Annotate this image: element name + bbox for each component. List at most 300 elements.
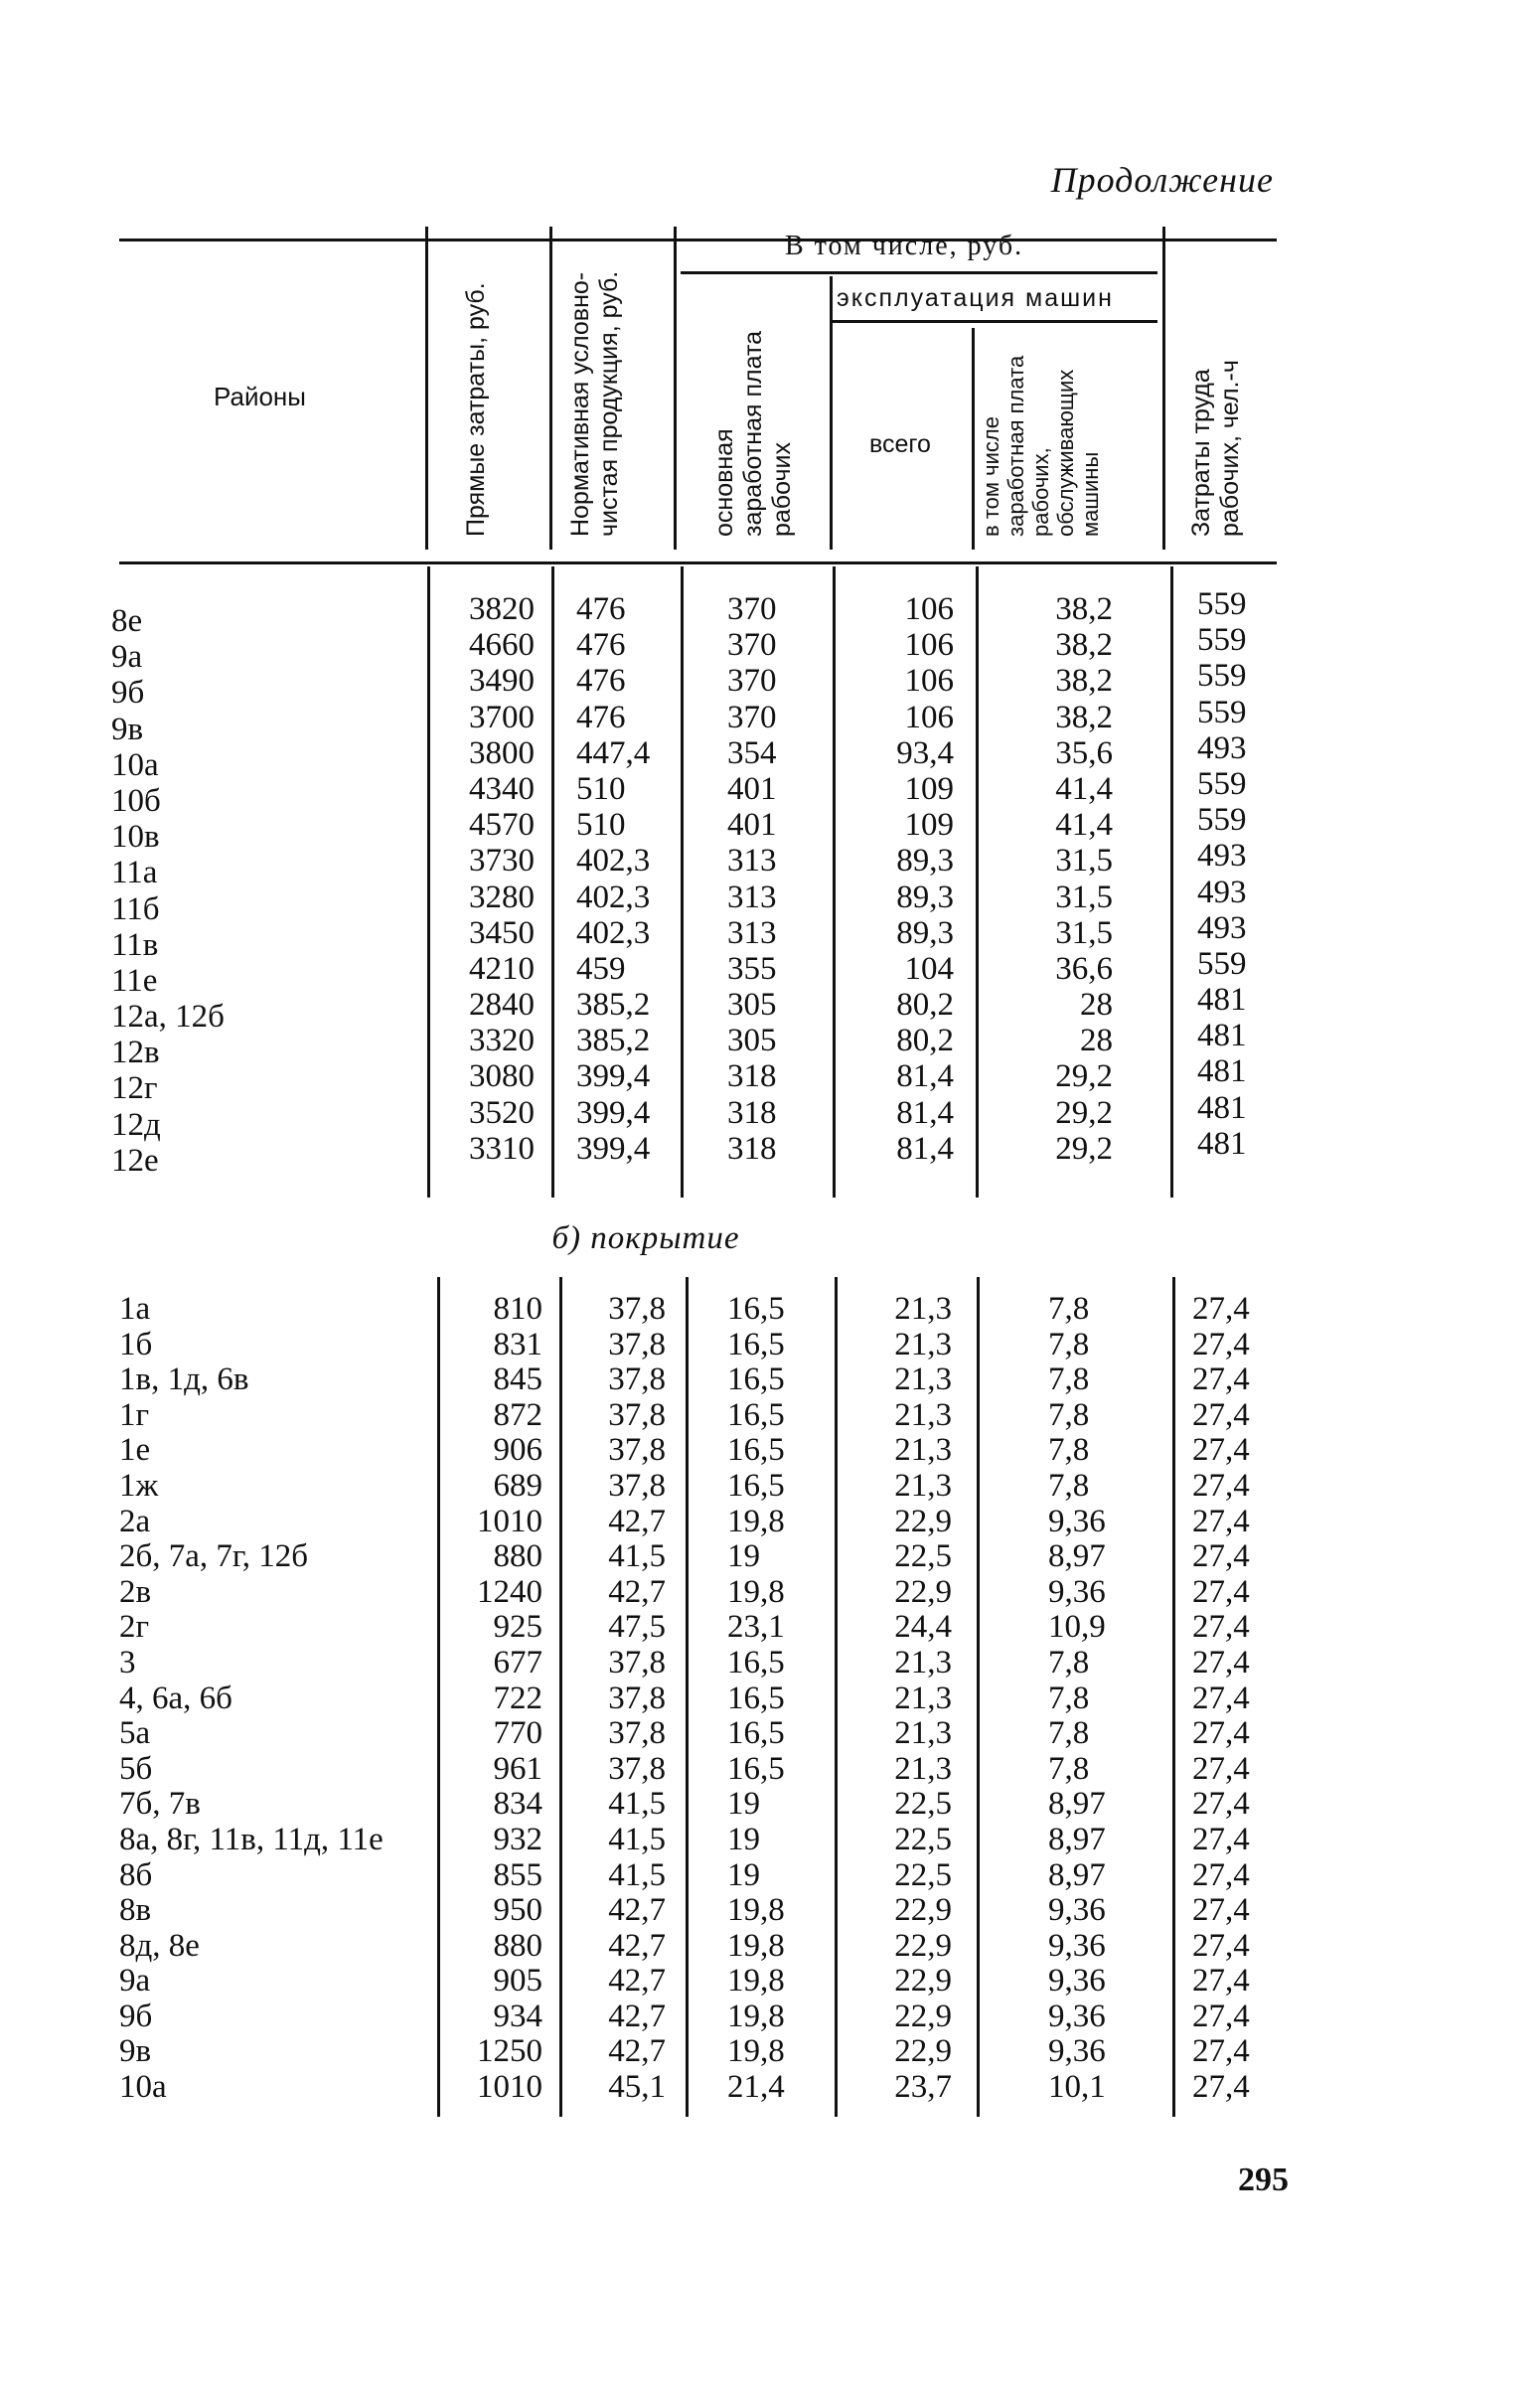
normative-cell: 42,7 — [608, 2033, 666, 2070]
labor-cell: 493 — [1197, 874, 1247, 910]
direct-cost-cell: 880 — [493, 1927, 542, 1964]
labor-cell: 27,4 — [1192, 1892, 1250, 1929]
direct-cost-cell: 4570 — [469, 807, 535, 844]
machines-total-cell: 109 — [904, 807, 954, 844]
normative-cell: 402,3 — [576, 879, 651, 915]
base-wages-cell: 19,8 — [727, 2033, 785, 2070]
section-a-vline-4 — [833, 566, 836, 1198]
district-cell: 8б — [119, 1856, 153, 1893]
base-wages-cell: 16,5 — [727, 1467, 785, 1504]
machines-total-cell: 80,2 — [896, 987, 954, 1024]
direct-cost-cell: 3800 — [469, 734, 535, 771]
machines-wages-cell: 41,4 — [1055, 807, 1113, 844]
direct-cost-cell: 689 — [493, 1467, 542, 1504]
labor-cell: 27,4 — [1192, 1609, 1250, 1646]
machines-total-cell: 21,3 — [894, 1326, 952, 1362]
machines-total-cell: 22,9 — [894, 2033, 952, 2070]
section-b-vline-4 — [835, 1277, 838, 2117]
district-cell: 2г — [119, 1609, 150, 1646]
district-cell: 1е — [119, 1432, 151, 1469]
machines-total-cell: 22,9 — [894, 1927, 952, 1964]
section-a-direct-costs-column — [437, 591, 535, 1167]
base-wages-cell: 16,5 — [727, 1750, 785, 1787]
district-cell: 12е — [111, 1142, 159, 1179]
base-wages-cell: 19,8 — [727, 1998, 785, 2034]
base-wages-cell: 318 — [727, 1094, 777, 1131]
section-a-machines-total-column — [845, 591, 954, 1167]
base-wages-cell: 21,4 — [727, 2069, 785, 2106]
direct-cost-cell: 3320 — [469, 1023, 535, 1059]
labor-cell: 27,4 — [1192, 1998, 1250, 2034]
section-a-vline-5 — [976, 566, 979, 1198]
machines-wages-cell: 38,2 — [1055, 591, 1113, 627]
machines-wages-cell: 7,8 — [1048, 1291, 1090, 1327]
section-b-vline-5 — [977, 1277, 980, 2117]
direct-cost-cell: 961 — [493, 1750, 542, 1787]
normative-cell: 385,2 — [576, 987, 651, 1024]
direct-cost-cell: 1010 — [477, 1503, 542, 1539]
direct-cost-cell: 1010 — [477, 2069, 542, 2106]
labor-cell: 27,4 — [1192, 1786, 1250, 1823]
machines-wages-cell: 41,4 — [1055, 770, 1113, 807]
district-cell: 9б — [111, 675, 145, 712]
normative-cell: 42,7 — [608, 1892, 666, 1929]
section-a-base-wages-column — [727, 591, 827, 1167]
base-wages-cell: 19,8 — [727, 1573, 785, 1610]
machines-wages-cell: 35,6 — [1055, 734, 1113, 771]
base-wages-cell: 19 — [727, 1856, 760, 1893]
machines-wages-cell: 8,97 — [1048, 1856, 1106, 1893]
machines-total-cell: 22,5 — [894, 1821, 952, 1857]
header-including: В том числе, руб. — [785, 231, 1024, 261]
district-cell: 2а — [119, 1503, 151, 1539]
section-b-districts-column — [119, 1292, 437, 2106]
base-wages-cell: 313 — [727, 843, 777, 880]
normative-cell: 37,8 — [608, 1396, 666, 1433]
machines-total-cell: 22,9 — [894, 1963, 952, 2000]
base-wages-cell: 401 — [727, 770, 777, 807]
district-cell: 9в — [111, 711, 144, 747]
normative-cell: 476 — [576, 663, 626, 700]
section-b-vline-2 — [559, 1277, 562, 2117]
direct-cost-cell: 872 — [493, 1396, 542, 1433]
labor-cell: 27,4 — [1192, 1750, 1250, 1787]
machines-wages-cell: 9,36 — [1048, 1998, 1106, 2034]
base-wages-cell: 318 — [727, 1058, 777, 1095]
base-wages-cell: 19,8 — [727, 1892, 785, 1929]
district-cell: 11в — [111, 926, 159, 963]
header-bottom-rule — [119, 561, 1277, 564]
labor-cell: 27,4 — [1192, 2069, 1250, 2106]
labor-cell: 559 — [1197, 622, 1247, 659]
machines-wages-cell: 28 — [1080, 987, 1113, 1024]
machines-wages-cell: 9,36 — [1048, 1963, 1106, 2000]
base-wages-cell: 370 — [727, 663, 777, 700]
section-b-title: б) покрытие — [551, 1220, 740, 1256]
labor-cell: 27,4 — [1192, 1856, 1250, 1893]
district-cell: 8е — [111, 603, 143, 639]
normative-cell: 402,3 — [576, 843, 651, 880]
labor-cell: 27,4 — [1192, 1538, 1250, 1575]
labor-cell: 559 — [1197, 586, 1247, 622]
machines-total-cell: 81,4 — [896, 1094, 954, 1131]
base-wages-cell: 16,5 — [727, 1361, 785, 1398]
normative-cell: 45,1 — [608, 2069, 666, 2106]
district-cell: 4, 6а, 6б — [119, 1680, 232, 1716]
labor-cell: 27,4 — [1192, 1963, 1250, 2000]
machines-total-cell: 21,3 — [894, 1467, 952, 1504]
labor-cell: 493 — [1197, 909, 1247, 946]
machines-total-cell: 81,4 — [896, 1058, 954, 1095]
section-a-labor-column — [1197, 586, 1277, 1162]
header-vline-4 — [830, 276, 833, 550]
direct-cost-cell: 925 — [493, 1609, 542, 1646]
labor-cell: 27,4 — [1192, 1361, 1250, 1398]
normative-cell: 41,5 — [608, 1856, 666, 1893]
direct-cost-cell: 855 — [493, 1856, 542, 1893]
header-districts: Районы — [214, 382, 306, 411]
machines-wages-cell: 9,36 — [1048, 1892, 1106, 1929]
machines-total-cell: 21,3 — [894, 1361, 952, 1398]
base-wages-cell: 16,5 — [727, 1644, 785, 1681]
machines-wages-cell: 8,97 — [1048, 1821, 1106, 1857]
section-a-vline-1 — [427, 566, 430, 1198]
normative-cell: 37,8 — [608, 1432, 666, 1469]
machines-total-cell: 22,9 — [894, 1892, 952, 1929]
base-wages-cell: 305 — [727, 1023, 777, 1059]
machines-total-cell: 21,3 — [894, 1396, 952, 1433]
labor-cell: 481 — [1197, 1089, 1247, 1126]
district-cell: 10а — [111, 746, 159, 783]
direct-cost-cell: 950 — [493, 1892, 542, 1929]
machines-total-cell: 106 — [904, 627, 954, 664]
machines-wages-cell: 38,2 — [1055, 627, 1113, 664]
normative-cell: 447,4 — [576, 734, 651, 771]
district-cell: 2в — [119, 1573, 152, 1610]
header-labor: Затраты труда рабочих, чел.-ч — [1187, 360, 1244, 537]
machines-total-cell: 80,2 — [896, 1023, 954, 1059]
base-wages-cell: 16,5 — [727, 1432, 785, 1469]
normative-cell: 41,5 — [608, 1538, 666, 1575]
labor-cell: 27,4 — [1192, 1715, 1250, 1752]
machines-total-cell: 109 — [904, 770, 954, 807]
direct-cost-cell: 3820 — [469, 591, 535, 627]
direct-cost-cell: 2840 — [469, 987, 535, 1024]
machines-wages-cell: 10,9 — [1048, 1609, 1106, 1646]
machines-wages-cell: 8,97 — [1048, 1538, 1106, 1575]
header-total: всего — [869, 430, 931, 458]
direct-cost-cell: 3450 — [469, 914, 535, 951]
direct-cost-cell: 770 — [493, 1715, 542, 1752]
normative-cell: 41,5 — [608, 1786, 666, 1823]
district-cell: 11а — [111, 855, 158, 891]
machines-wages-cell: 7,8 — [1048, 1750, 1090, 1787]
base-wages-cell: 305 — [727, 987, 777, 1024]
machines-wages-cell: 38,2 — [1055, 699, 1113, 735]
base-wages-cell: 19 — [727, 1821, 760, 1857]
labor-cell: 27,4 — [1192, 1396, 1250, 1433]
district-cell: 8а, 8г, 11в, 11д, 11е — [119, 1821, 384, 1857]
labor-cell: 27,4 — [1192, 1467, 1250, 1504]
normative-cell: 37,8 — [608, 1680, 666, 1716]
district-cell: 9а — [119, 1963, 151, 2000]
machines-wages-cell: 31,5 — [1055, 843, 1113, 880]
machines-wages-cell: 29,2 — [1055, 1094, 1113, 1131]
section-a-normative-column — [576, 591, 681, 1167]
section-b-direct-costs-column — [445, 1292, 542, 2106]
normative-cell: 37,8 — [608, 1326, 666, 1362]
section-b-normative-column — [566, 1292, 666, 2106]
machines-total-cell: 22,9 — [894, 1503, 952, 1539]
header-vline-3 — [674, 227, 677, 550]
machines-wages-cell: 9,36 — [1048, 2033, 1106, 2070]
including-rule — [681, 271, 1157, 274]
labor-cell: 493 — [1197, 729, 1247, 766]
machines-rule — [830, 320, 1157, 323]
direct-cost-cell: 3490 — [469, 663, 535, 700]
district-cell: 1г — [119, 1396, 150, 1433]
machines-wages-cell: 7,8 — [1048, 1432, 1090, 1469]
district-cell: 10б — [111, 782, 161, 819]
section-b-base-wages-column — [727, 1292, 827, 2106]
direct-cost-cell: 3520 — [469, 1094, 535, 1131]
labor-cell: 493 — [1197, 838, 1247, 875]
direct-cost-cell: 3310 — [469, 1130, 535, 1167]
continuation-label: Продолжение — [1050, 160, 1274, 200]
district-cell: 11б — [111, 890, 160, 927]
header-machine-wages: в том числе заработная плата рабочих, обслуживающих машины — [979, 355, 1103, 537]
section-a-districts-column — [111, 603, 409, 1179]
machines-total-cell: 89,3 — [896, 879, 954, 915]
district-cell: 9в — [119, 2033, 152, 2070]
normative-cell: 37,8 — [608, 1644, 666, 1681]
district-cell: 7б, 7в — [119, 1786, 201, 1823]
machines-total-cell: 89,3 — [896, 843, 954, 880]
machines-wages-cell: 28 — [1080, 1023, 1113, 1059]
district-cell: 12а, 12б — [111, 999, 225, 1036]
district-cell: 10в — [111, 819, 160, 856]
header-top-rule — [119, 239, 1277, 241]
machines-wages-cell: 7,8 — [1048, 1361, 1090, 1398]
section-a-machines-wages-column — [984, 591, 1113, 1167]
base-wages-cell: 318 — [727, 1130, 777, 1167]
normative-cell: 385,2 — [576, 1023, 651, 1059]
labor-cell: 27,4 — [1192, 1680, 1250, 1716]
normative-cell: 37,8 — [608, 1361, 666, 1398]
district-cell: 1а — [119, 1291, 151, 1327]
machines-wages-cell: 7,8 — [1048, 1396, 1090, 1433]
district-cell: 12в — [111, 1035, 160, 1071]
labor-cell: 27,4 — [1192, 1573, 1250, 1610]
labor-cell: 559 — [1197, 765, 1247, 802]
machines-total-cell: 21,3 — [894, 1680, 952, 1716]
base-wages-cell: 401 — [727, 807, 777, 844]
normative-cell: 37,8 — [608, 1467, 666, 1504]
base-wages-cell: 370 — [727, 627, 777, 664]
direct-cost-cell: 880 — [493, 1538, 542, 1575]
section-a-vline-6 — [1170, 566, 1173, 1198]
page-number: 295 — [1238, 2162, 1289, 2198]
machines-wages-cell: 7,8 — [1048, 1715, 1090, 1752]
district-cell: 8в — [119, 1892, 152, 1929]
direct-cost-cell: 934 — [493, 1998, 542, 2034]
machines-total-cell: 106 — [904, 699, 954, 735]
machines-wages-cell: 7,8 — [1048, 1644, 1090, 1681]
normative-cell: 42,7 — [608, 1927, 666, 1964]
machines-total-cell: 22,5 — [894, 1856, 952, 1893]
direct-cost-cell: 3730 — [469, 843, 535, 880]
machines-total-cell: 21,3 — [894, 1715, 952, 1752]
section-b-vline-1 — [437, 1277, 440, 2117]
section-a-vline-2 — [551, 566, 554, 1198]
section-b-vline-3 — [686, 1277, 689, 2117]
base-wages-cell: 19,8 — [727, 1927, 785, 1964]
section-b-labor-column — [1192, 1292, 1282, 2106]
labor-cell: 559 — [1197, 802, 1247, 839]
labor-cell: 27,4 — [1192, 1821, 1250, 1857]
normative-cell: 476 — [576, 591, 626, 627]
section-a-vline-3 — [681, 566, 684, 1198]
district-cell: 5а — [119, 1715, 151, 1752]
machines-wages-cell: 7,8 — [1048, 1326, 1090, 1362]
machines-total-cell: 106 — [904, 591, 954, 627]
direct-cost-cell: 677 — [493, 1644, 542, 1681]
district-cell: 1б — [119, 1326, 153, 1362]
machines-wages-cell: 29,2 — [1055, 1058, 1113, 1095]
normative-cell: 42,7 — [608, 1573, 666, 1610]
machines-wages-cell: 31,5 — [1055, 914, 1113, 951]
base-wages-cell: 355 — [727, 950, 777, 987]
header-base-wages: основная заработная плата рабочих — [710, 330, 796, 537]
machines-wages-cell: 29,2 — [1055, 1130, 1113, 1167]
labor-cell: 481 — [1197, 982, 1247, 1019]
normative-cell: 476 — [576, 627, 626, 664]
normative-cell: 510 — [576, 770, 626, 807]
district-cell: 3 — [119, 1644, 136, 1681]
labor-cell: 27,4 — [1192, 1326, 1250, 1362]
normative-cell: 510 — [576, 807, 626, 844]
machines-total-cell: 21,3 — [894, 1644, 952, 1681]
district-cell: 9а — [111, 639, 143, 676]
direct-cost-cell: 4660 — [469, 627, 535, 664]
labor-cell: 27,4 — [1192, 2033, 1250, 2070]
machines-wages-cell: 7,8 — [1048, 1680, 1090, 1716]
labor-cell: 27,4 — [1192, 1291, 1250, 1327]
header-vline-6 — [1162, 227, 1165, 550]
normative-cell: 37,8 — [608, 1750, 666, 1787]
direct-cost-cell: 810 — [493, 1291, 542, 1327]
machines-total-cell: 104 — [904, 950, 954, 987]
district-cell: 9б — [119, 1998, 153, 2034]
machines-total-cell: 21,3 — [894, 1750, 952, 1787]
direct-cost-cell: 3280 — [469, 879, 535, 915]
labor-cell: 481 — [1197, 1125, 1247, 1162]
direct-cost-cell: 1250 — [477, 2033, 542, 2070]
section-b-machines-total-column — [845, 1292, 952, 2106]
normative-cell: 399,4 — [576, 1094, 651, 1131]
normative-cell: 42,7 — [608, 1503, 666, 1539]
normative-cell: 37,8 — [608, 1291, 666, 1327]
district-cell: 2б, 7а, 7г, 12б — [119, 1538, 309, 1575]
machines-wages-cell: 38,2 — [1055, 663, 1113, 700]
header-normative: Нормативная условно-чистая продукция, руб. — [566, 270, 623, 537]
labor-cell: 481 — [1197, 1053, 1247, 1090]
base-wages-cell: 19 — [727, 1538, 760, 1575]
labor-cell: 481 — [1197, 1018, 1247, 1054]
base-wages-cell: 370 — [727, 699, 777, 735]
direct-cost-cell: 906 — [493, 1432, 542, 1469]
header-direct-costs: Прямые затраты, руб. — [462, 282, 490, 537]
district-cell: 1ж — [119, 1467, 159, 1504]
machines-wages-cell: 9,36 — [1048, 1573, 1106, 1610]
machines-total-cell: 23,7 — [894, 2069, 952, 2106]
base-wages-cell: 313 — [727, 879, 777, 915]
header-vline-5 — [972, 328, 975, 550]
direct-cost-cell: 3700 — [469, 699, 535, 735]
machines-wages-cell: 36,6 — [1055, 950, 1113, 987]
header-machine-operation: эксплуатация машин — [837, 284, 1114, 312]
machines-wages-cell: 8,97 — [1048, 1786, 1106, 1823]
direct-cost-cell: 932 — [493, 1821, 542, 1857]
machines-wages-cell: 9,36 — [1048, 1503, 1106, 1539]
base-wages-cell: 370 — [727, 591, 777, 627]
machines-total-cell: 93,4 — [896, 734, 954, 771]
district-cell: 11е — [111, 962, 158, 999]
labor-cell: 27,4 — [1192, 1503, 1250, 1539]
normative-cell: 42,7 — [608, 1998, 666, 2034]
direct-cost-cell: 831 — [493, 1326, 542, 1362]
direct-cost-cell: 845 — [493, 1361, 542, 1398]
normative-cell: 37,8 — [608, 1715, 666, 1752]
machines-wages-cell: 7,8 — [1048, 1467, 1090, 1504]
base-wages-cell: 19,8 — [727, 1503, 785, 1539]
direct-cost-cell: 722 — [493, 1680, 542, 1716]
district-cell: 8д, 8е — [119, 1927, 200, 1964]
base-wages-cell: 16,5 — [727, 1291, 785, 1327]
normative-cell: 399,4 — [576, 1130, 651, 1167]
machines-total-cell: 21,3 — [894, 1291, 952, 1327]
base-wages-cell: 354 — [727, 734, 777, 771]
base-wages-cell: 16,5 — [727, 1680, 785, 1716]
machines-wages-cell: 10,1 — [1048, 2069, 1106, 2106]
direct-cost-cell: 1240 — [477, 1573, 542, 1610]
base-wages-cell: 16,5 — [727, 1715, 785, 1752]
base-wages-cell: 16,5 — [727, 1326, 785, 1362]
normative-cell: 41,5 — [608, 1821, 666, 1857]
base-wages-cell: 19,8 — [727, 1963, 785, 2000]
normative-cell: 459 — [576, 950, 626, 987]
machines-total-cell: 81,4 — [896, 1130, 954, 1167]
machines-total-cell: 22,5 — [894, 1538, 952, 1575]
district-cell: 5б — [119, 1750, 153, 1787]
machines-total-cell: 22,9 — [894, 1573, 952, 1610]
district-cell: 12д — [111, 1106, 161, 1143]
base-wages-cell: 313 — [727, 914, 777, 951]
district-cell: 12г — [111, 1070, 158, 1107]
machines-wages-cell: 9,36 — [1048, 1927, 1106, 1964]
labor-cell: 27,4 — [1192, 1644, 1250, 1681]
direct-cost-cell: 4340 — [469, 770, 535, 807]
machines-wages-cell: 31,5 — [1055, 879, 1113, 915]
machines-total-cell: 89,3 — [896, 914, 954, 951]
section-b-machines-wages-column — [1048, 1292, 1157, 2106]
district-cell: 10а — [119, 2069, 167, 2106]
labor-cell: 559 — [1197, 694, 1247, 730]
machines-total-cell: 106 — [904, 663, 954, 700]
section-b-vline-6 — [1172, 1277, 1175, 2117]
normative-cell: 399,4 — [576, 1058, 651, 1095]
normative-cell: 402,3 — [576, 914, 651, 951]
